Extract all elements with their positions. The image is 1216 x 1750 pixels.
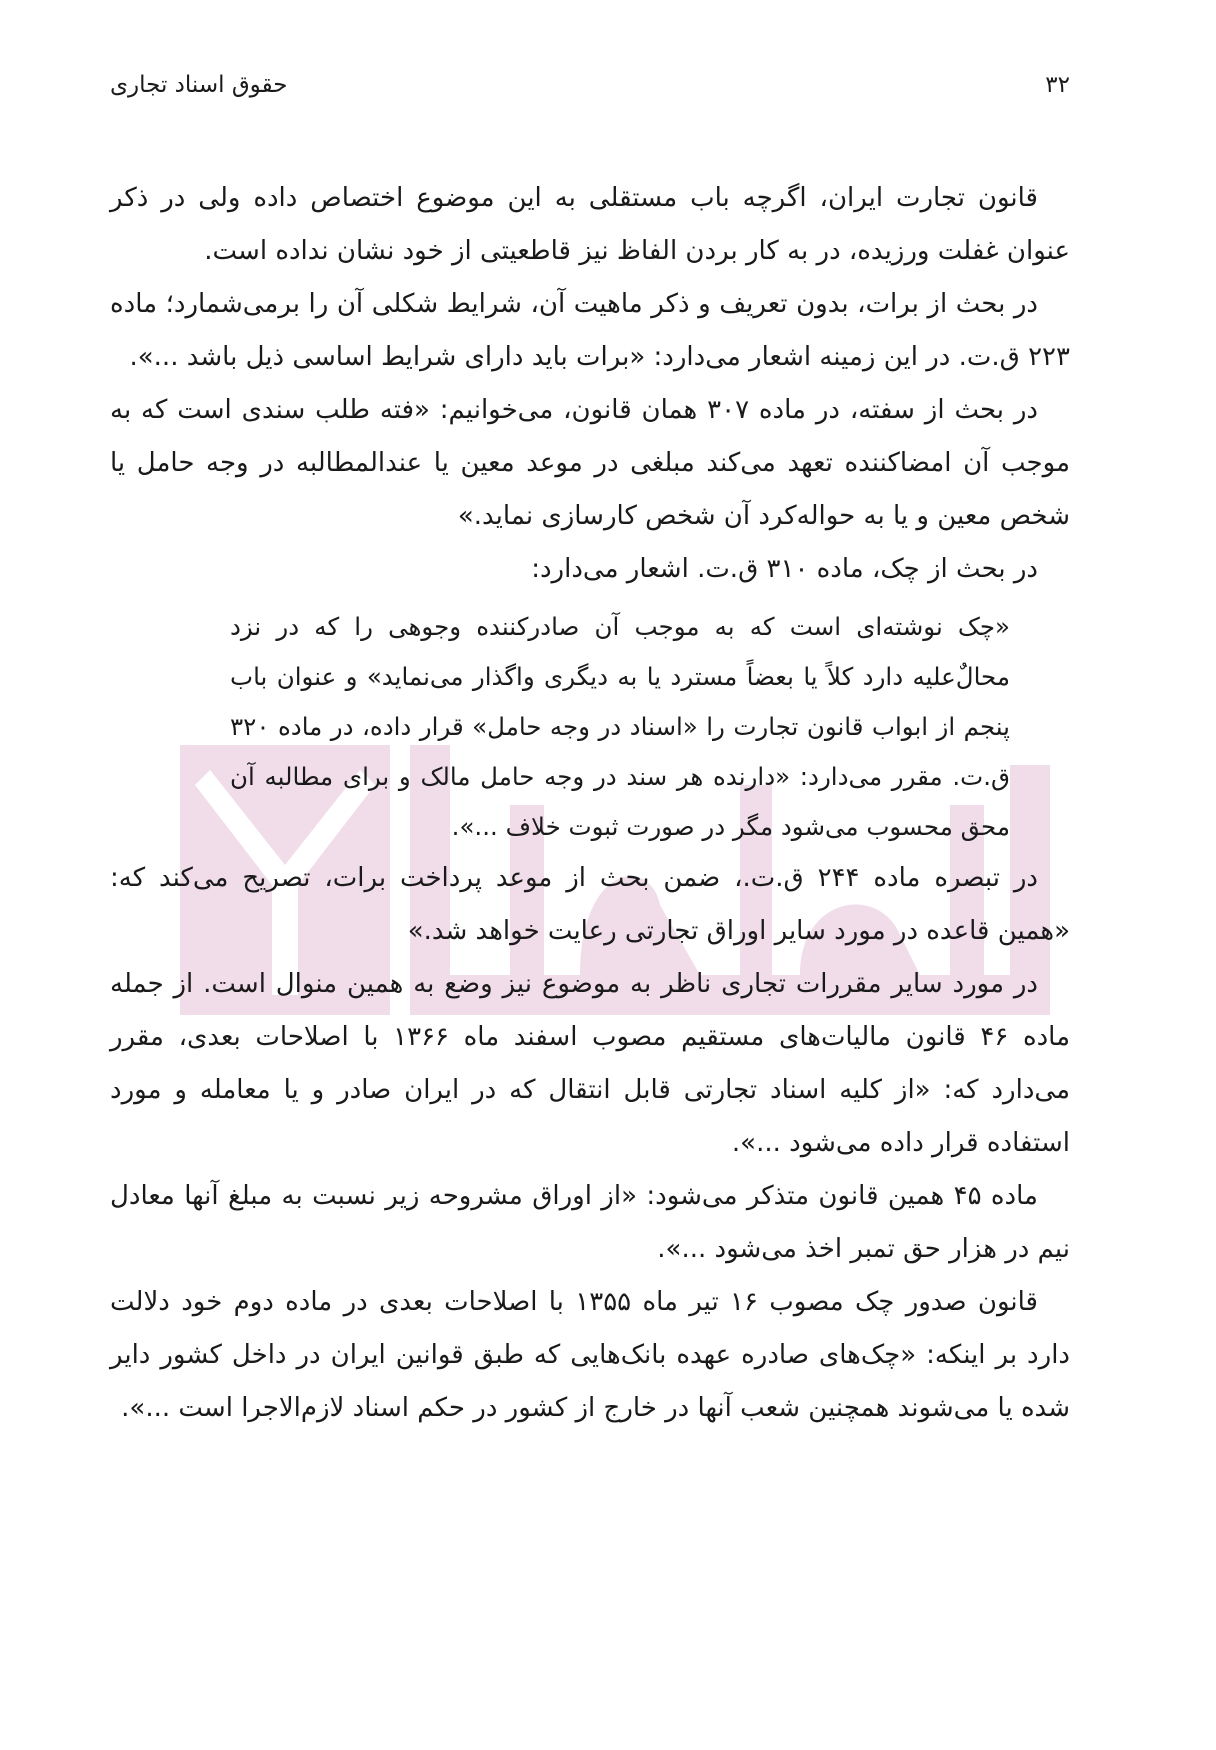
page-number: ۳۲	[1045, 72, 1070, 98]
paragraph: در مورد سایر مقررات تجاری ناظر به موضوع نیز وضع به همین منوال است. از جمله ماده ۴۶ قانون مالیات‌های مستقیم مصوب اسفند ماه ۱۳۶۶ با اصلاحات بعدی، مقرر می‌دارد که: «از کلیه اسناد تجارتی قابل انتقال که در ایران صادر و یا معامله و مورد استفاده قرار داده می‌شود ...».	[110, 969, 1070, 1158]
page-header	[110, 72, 1070, 112]
paragraph: در بحث از چک، ماده ۳۱۰ ق.ت. اشعار می‌دارد:	[531, 554, 1038, 584]
paragraph: در تبصره ماده ۲۴۴ ق.ت.، ضمن بحث از موعد پرداخت برات، تصریح می‌کند که: «همین قاعده در مورد سایر اوراق تجارتی رعایت خواهد شد.»	[110, 863, 1070, 946]
paragraph: در بحث از برات، بدون تعریف و ذکر ماهیت آن، شرایط شکلی آن را برمی‌شمارد؛ ماده ۲۲۳ ق.ت. در این زمینه اشعار می‌دارد: «برات باید دارای شرایط اساسی ذیل باشد ...».	[110, 289, 1070, 372]
paragraph: در بحث از سفته، در ماده ۳۰۷ همان قانون، می‌خوانیم: «فته طلب سندی است که به موجب آن امضاکننده تعهد می‌کند مبلغی در موعد معین یا عندالمطالبه در وجه حامل یا شخص معین و یا به حواله‌کرد آن شخص کارسازی نماید.»	[110, 395, 1070, 531]
paragraph: قانون تجارت ایران، اگرچه باب مستقلی به این موضوع اختصاص داده ولی در ذکر عنوان غفلت ورزیده، در به کار بردن الفاظ نیز قاطعیتی از خود نشان نداده است.	[110, 183, 1070, 266]
paragraph: قانون صدور چک مصوب ۱۶ تیر ماه ۱۳۵۵ با اصلاحات بعدی در ماده دوم خود دلالت دارد بر اینکه: «چک‌های صادره عهده بانک‌هایی که طبق قوانین ایران در داخل کشور دایر شده یا می‌شوند همچنین شعب آنها در خارج از کشور در حکم اسناد لازم‌الاجرا است ...».	[110, 1287, 1070, 1423]
running-title: حقوق اسناد تجاری	[110, 72, 288, 98]
paragraph: ماده ۴۵ همین قانون متذکر می‌شود: «از اوراق مشروحه زیر نسبت به مبلغ آنها معادل نیم در هزار حق تمبر اخذ می‌شود ...».	[110, 1181, 1070, 1264]
body-text	[110, 172, 1070, 1435]
block-quote: «چک نوشته‌ای است که به موجب آن صادرکننده وجوهی را که در نزد محالٌ‌علیه دارد کلاً یا بعضاً مسترد یا به دیگری واگذار می‌نماید» و عنوان باب پنجم از ابواب قانون تجارت را «اسناد در وجه حامل» قرار داده، در ماده ۳۲۰ ق.ت. مقرر می‌دارد: «دارنده هر سند در وجه حامل مالک و برای مطالبه آن محق محسوب می‌شود مگر در صورت ثبوت خلاف ...».	[230, 612, 1010, 841]
